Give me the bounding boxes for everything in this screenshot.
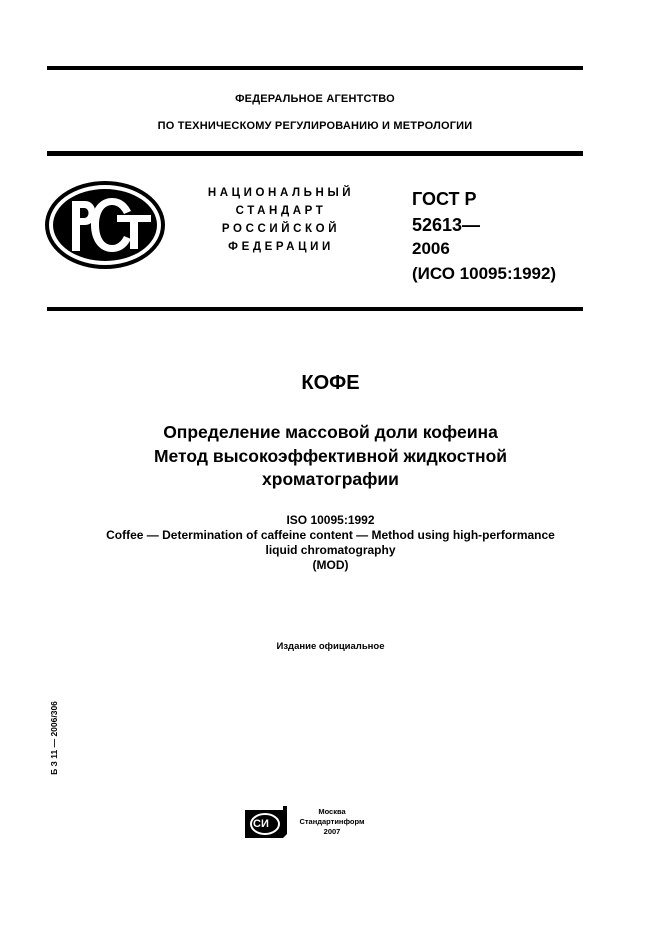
standartinform-logo-icon bbox=[245, 806, 287, 838]
document-title: КОФЕ bbox=[301, 372, 360, 394]
publisher-logo-text: СИ bbox=[253, 818, 269, 830]
english-title-line-1: Coffee — Determination of caffeine content — Method using high-performance bbox=[106, 528, 555, 542]
designation-line-2: 52613— bbox=[412, 215, 481, 235]
subtitle-ru-line-3: хроматографии bbox=[262, 469, 399, 489]
publisher-year: 2007 bbox=[323, 827, 341, 836]
subtitle-ru-line-1: Определение массовой доли кофеина bbox=[163, 422, 498, 442]
agency-line-2: ПО ТЕХНИЧЕСКОМУ РЕГУЛИРОВАНИЮ И МЕТРОЛОГИИ bbox=[157, 120, 473, 132]
national-standard-line-1: НАЦИОНАЛЬНЫЙ bbox=[207, 187, 355, 199]
header-rule bbox=[47, 151, 583, 156]
side-code: Б З 11 — 2006/306 bbox=[49, 701, 59, 775]
publisher-city: Москва bbox=[318, 807, 346, 816]
national-standard-line-4: ФЕДЕРАЦИИ bbox=[228, 241, 334, 253]
modification-mark: (MOD) bbox=[312, 558, 349, 572]
agency-line-1: ФЕДЕРАЛЬНОЕ АГЕНТСТВО bbox=[235, 93, 395, 105]
designation-line-1: ГОСТ Р bbox=[412, 189, 477, 209]
subtitle-ru-line-2: Метод высокоэффективной жидкостной bbox=[153, 446, 508, 466]
national-standard-line-2: СТАНДАРТ bbox=[235, 205, 327, 217]
national-standard-line-3: РОССИЙСКОЙ bbox=[221, 223, 341, 235]
designation-rule bbox=[47, 307, 583, 311]
gost-r-certification-mark-icon bbox=[45, 181, 165, 269]
publisher-name: Стандартинформ bbox=[299, 817, 365, 826]
top-rule bbox=[47, 66, 583, 70]
iso-reference: ISO 10095:1992 bbox=[286, 513, 375, 527]
designation-line-4: (ИСО 10095:1992) bbox=[412, 264, 557, 283]
english-title-line-2: liquid chromatography bbox=[265, 543, 396, 557]
edition-note: Издание официальное bbox=[276, 641, 385, 652]
designation-line-3: 2006 bbox=[412, 239, 450, 258]
